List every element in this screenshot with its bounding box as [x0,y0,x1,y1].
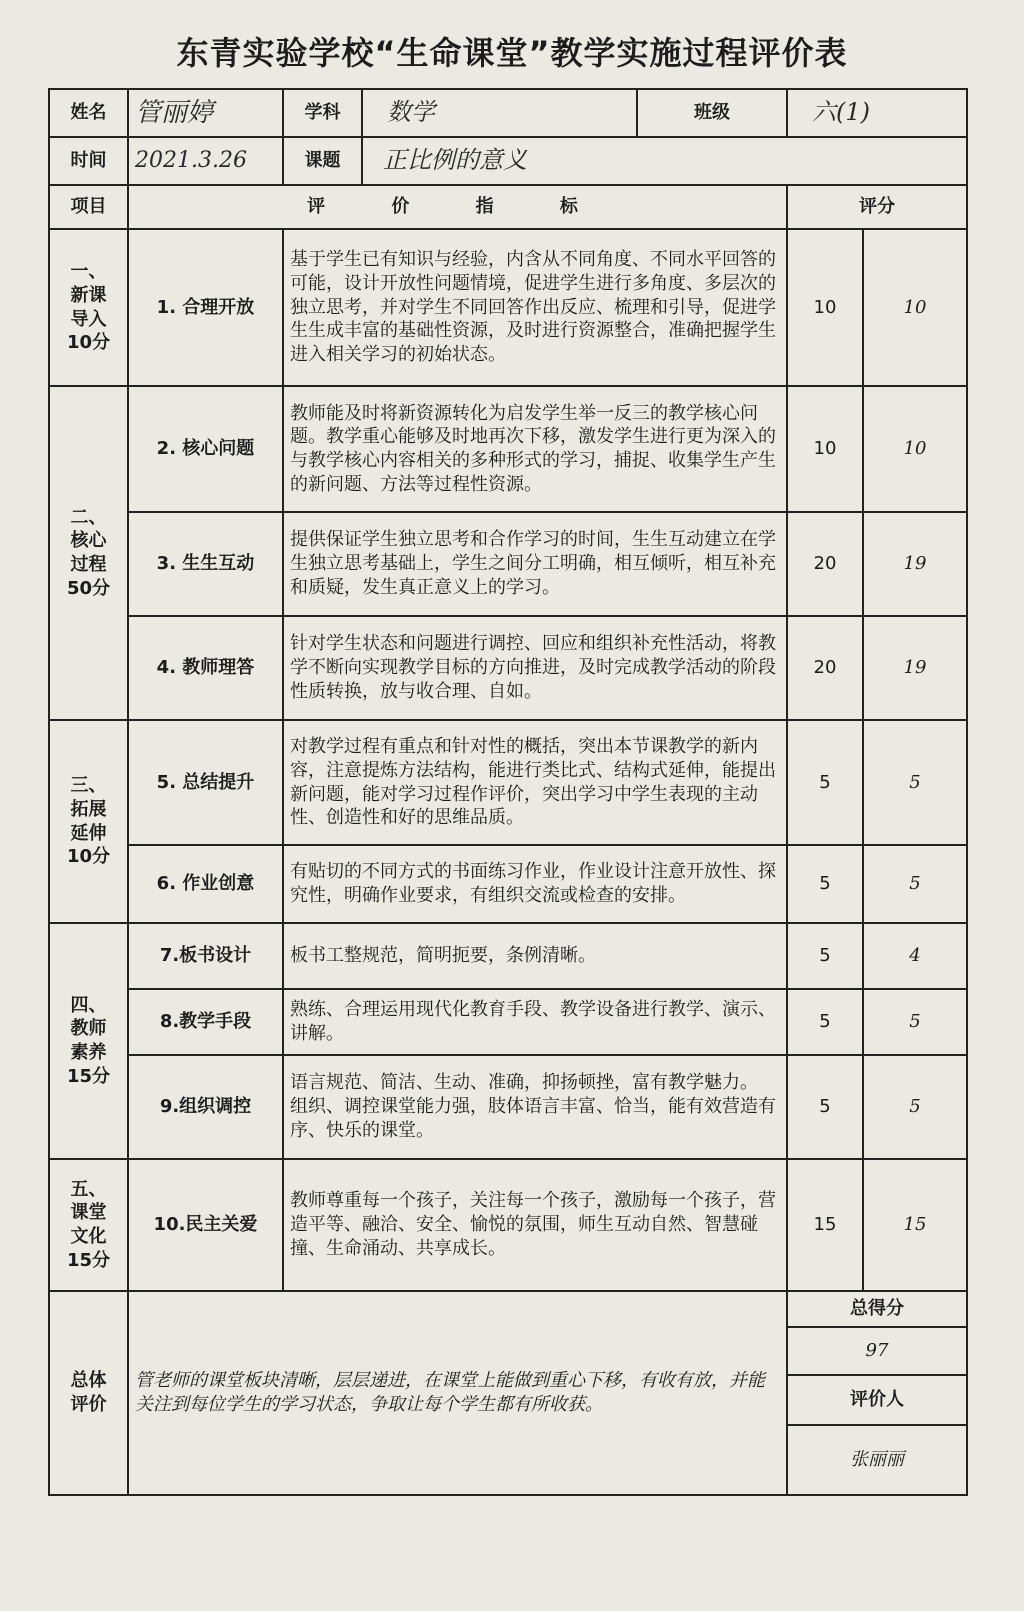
criterion-name: 10.民主关爱 [128,1159,283,1291]
criterion-row [49,923,967,989]
topic-label: 课题 [283,137,362,185]
criterion-max-score: 20 [787,616,863,720]
section-cell: 一、 新课 导入 10分 [49,229,128,386]
subject-label: 学科 [283,89,362,137]
criterion-name: 4. 教师理答 [128,616,283,720]
name-label: 姓名 [49,89,128,137]
criterion-max-score: 5 [787,1055,863,1159]
criterion-description [283,1055,787,1159]
time-value: 2021.3.26 [128,137,283,185]
criterion-awarded-score: 19 [863,616,967,720]
criterion-description: 有贴切的不同方式的书面练习作业，作业设计注意开放性、探究性，明确作业要求，有组织交流或检查的安排。 [283,845,787,923]
criterion-name: 3. 生生互动 [128,512,283,616]
evaluator-label: 评价人 [787,1375,967,1425]
overall-row-1 [49,1291,967,1327]
evaluation-table [48,88,968,1496]
topic-value: 正比例的意义 [362,137,967,185]
header-row-1 [49,89,967,137]
criterion-row [49,1055,967,1159]
criterion-awarded-score: 15 [863,1159,967,1291]
subject-value: 数学 [362,89,637,137]
project-column-header: 项目 [49,185,128,229]
criterion-row [49,720,967,845]
criterion-max-score: 5 [787,923,863,989]
class-value: 六(1) [787,89,967,137]
criterion-description: 针对学生状态和问题进行调控、回应和组织补充性活动，将教学不断向实现教学目标的方向推进，及时完成教学活动的阶段性质转换，放与收合理、自如。 [283,616,787,720]
criterion-awarded-score: 5 [863,845,967,923]
criterion-description: 对教学过程有重点和针对性的概括，突出本节课教学的新内容，注意提炼方法结构，能进行类比式、结构式延伸，能提出新问题，能对学习过程作评价，突出学习中学生表现的主动性、创造性和好的思维品质。 [283,720,787,845]
criterion-max-score: 20 [787,512,863,616]
criterion-row [49,989,967,1055]
criterion-description-line: 组织、调控课堂能力强，肢体语言丰富、恰当，能有效营造有序、快乐的课堂。 [290,1096,776,1141]
column-header-row [49,185,967,229]
criterion-row [49,845,967,923]
criterion-name: 5. 总结提升 [128,720,283,845]
criterion-description: 提供保证学生独立思考和合作学习的时间，生生互动建立在学生独立思考基础上，学生之间分工明确，相互倾听，相互补充和质疑，发生真正意义上的学习。 [283,512,787,616]
time-label: 时间 [49,137,128,185]
criterion-awarded-score: 5 [863,720,967,845]
criterion-max-score: 15 [787,1159,863,1291]
total-score-label: 总得分 [787,1291,967,1327]
criterion-row [49,616,967,720]
section-cell: 五、 课堂 文化 15分 [49,1159,128,1291]
class-label: 班级 [637,89,787,137]
criterion-name: 8.教学手段 [128,989,283,1055]
criterion-awarded-score: 10 [863,386,967,512]
criterion-description: 板书工整规范，简明扼要，条例清晰。 [283,923,787,989]
score-column-header: 评分 [787,185,967,229]
criterion-name: 7.板书设计 [128,923,283,989]
criterion-description: 教师尊重每一个孩子，关注每一个孩子，激励每一个孩子，营造平等、融洽、安全、愉悦的氛围，师生互动自然、智慧碰撞、生命涌动、共享成长。 [283,1159,787,1291]
criterion-description: 教师能及时将新资源转化为启发学生举一反三的教学核心问题。教学重心能够及时地再次下移，激发学生进行更为深入的与教学核心内容相关的多种形式的学习，捕捉、收集学生产生的新问题、方法等过程性资源。 [283,386,787,512]
criterion-description: 基于学生已有知识与经验，内含从不同角度、不同水平回答的可能，设计开放性问题情境，促进学生进行多角度、多层次的独立思考，并对学生不同回答作出反应、梳理和引导，促进学生生成丰富的基础性资源，及时进行资源整合，准确把握学生进入相关学习的初始状态。 [283,229,787,386]
section-cell: 二、 核心 过程 50分 [49,386,128,720]
criterion-awarded-score: 5 [863,989,967,1055]
criterion-row [49,1159,967,1291]
criterion-awarded-score: 4 [863,923,967,989]
criterion-max-score: 5 [787,989,863,1055]
evaluator-signature: 张丽丽 [787,1425,967,1495]
criterion-awarded-score: 10 [863,229,967,386]
overall-label: 总体 评价 [49,1291,128,1495]
criterion-max-score: 10 [787,386,863,512]
criterion-row [49,386,967,512]
criterion-row [49,229,967,386]
criterion-name: 2. 核心问题 [128,386,283,512]
criterion-row [49,512,967,616]
criterion-name: 9.组织调控 [128,1055,283,1159]
criterion-description: 熟练、合理运用现代化教育手段、教学设备进行教学、演示、讲解。 [283,989,787,1055]
criterion-max-score: 5 [787,845,863,923]
overall-comment: 管老师的课堂板块清晰，层层递进，在课堂上能做到重心下移，有收有放，并能关注到每位学生的学习状态，争取让每个学生都有所收获。 [128,1291,787,1495]
total-score-value: 97 [787,1327,967,1375]
section-cell: 三、 拓展 延伸 10分 [49,720,128,923]
form-title: 东青实验学校“生命课堂”教学实施过程评价表 [176,34,848,72]
criterion-max-score: 5 [787,720,863,845]
criterion-max-score: 10 [787,229,863,386]
name-value: 管丽婷 [128,89,283,137]
criterion-awarded-score: 5 [863,1055,967,1159]
criterion-name: 1. 合理开放 [128,229,283,386]
criterion-awarded-score: 19 [863,512,967,616]
criterion-name: 6. 作业创意 [128,845,283,923]
indicator-column-header: 评 价 指 标 [128,185,787,229]
header-row-2 [49,137,967,185]
section-cell: 四、 教师 素养 15分 [49,923,128,1159]
criterion-description-line: 语言规范、简洁、生动、准确，抑扬顿挫，富有教学魅力。 [290,1072,758,1094]
